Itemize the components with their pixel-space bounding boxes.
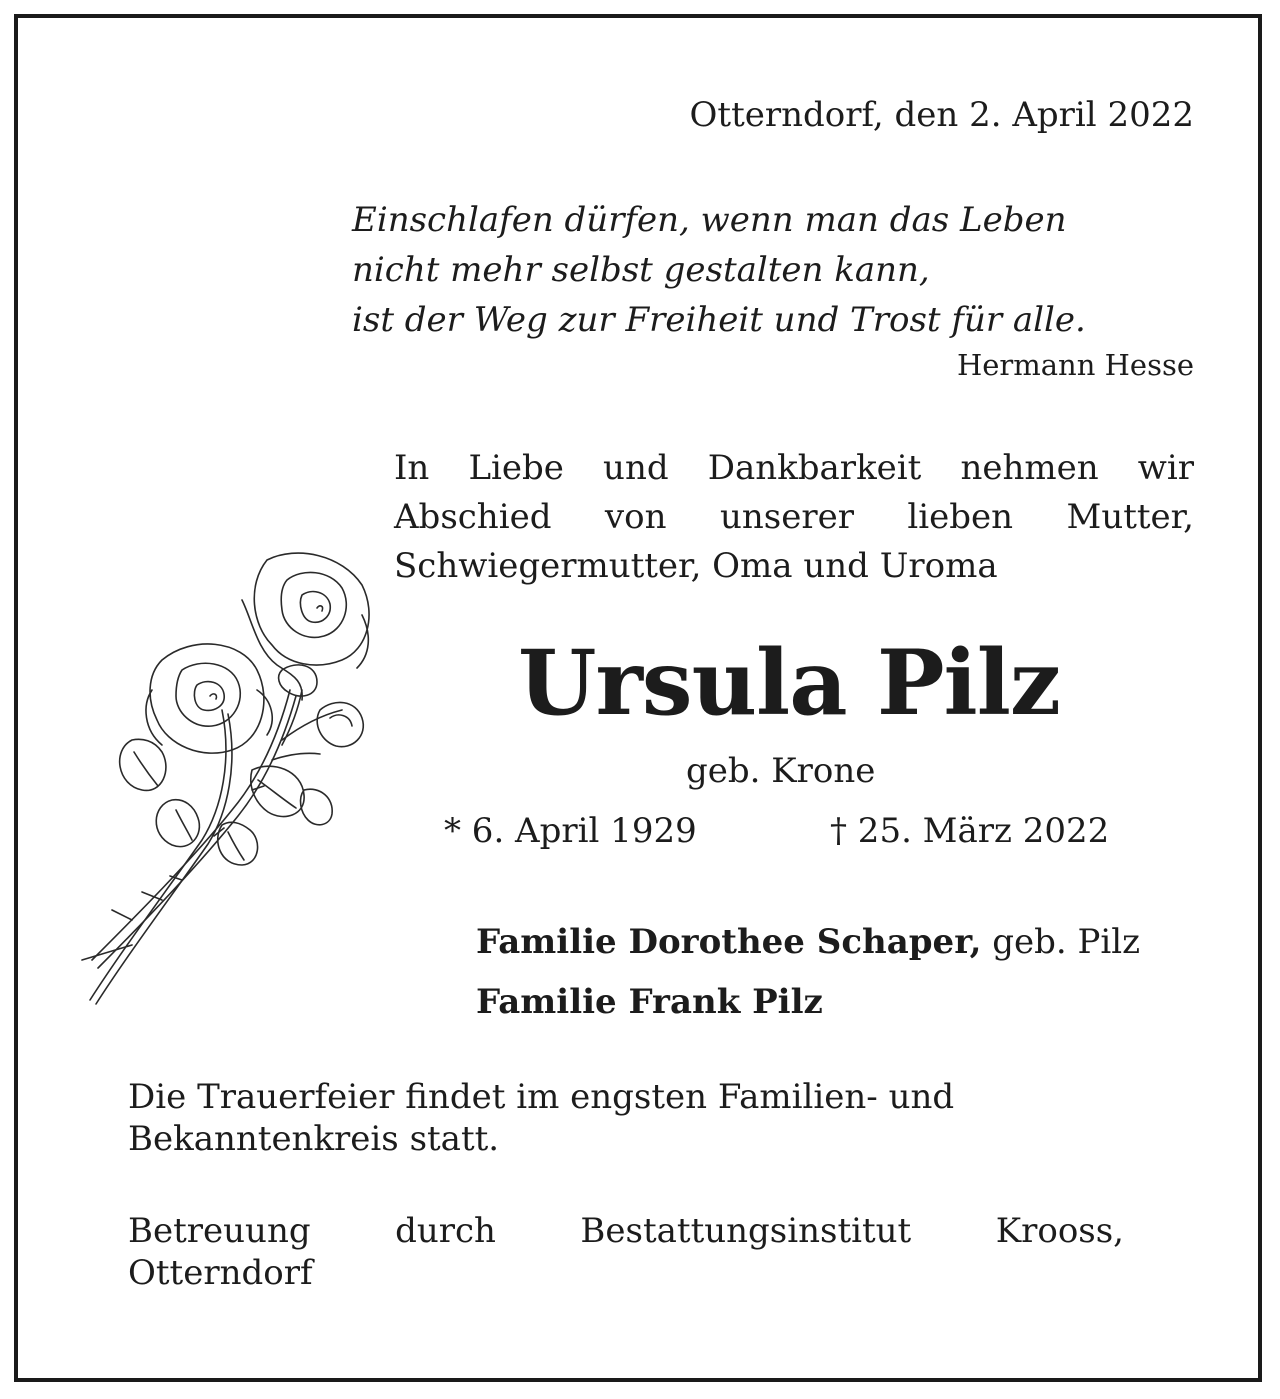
funeral-home-notice [128, 1210, 1124, 1294]
maiden-name: geb. Krone [686, 751, 876, 791]
family-name-bold: Familie Dorothee Schaper, [476, 922, 982, 962]
funeral-home-line: Otterndorf [128, 1253, 313, 1293]
quote-line: Einschlafen dürfen, wenn man das Leben [352, 200, 1067, 240]
family-line [476, 972, 1196, 1032]
birth-date: * 6. April 1929 [444, 811, 697, 851]
intro-line: Schwiegermutter, Oma und Uroma [394, 546, 998, 586]
funeral-home-line: Betreuung durch Bestattungsinstitut Krooss, [128, 1211, 1124, 1251]
quote-author: Hermann Hesse [956, 348, 1194, 382]
quote [352, 195, 1194, 345]
intro-line: In Liebe und Dankbarkeit nehmen wir [394, 448, 1194, 488]
deceased-name: Ursula Pilz [518, 630, 1061, 736]
death-date: † 25. März 2022 [830, 811, 1110, 851]
date-line: Otterndorf, den 2. April 2022 [689, 95, 1194, 135]
quote-line: nicht mehr selbst gestalten kann, [352, 250, 930, 290]
ceremony-line: Bekanntenkreis statt. [128, 1119, 500, 1159]
quote-line: ist der Weg zur Freiheit und Trost für alle. [352, 300, 1086, 340]
family-line [476, 912, 1196, 972]
intro-line: Abschied von unserer lieben Mutter, [394, 497, 1194, 537]
family-name-suffix: geb. Pilz [981, 922, 1141, 962]
ceremony-notice [128, 1076, 1124, 1160]
rose-drawing [72, 540, 382, 1020]
intro-text [394, 444, 1194, 591]
ceremony-line: Die Trauerfeier findet im engsten Familien- und [128, 1077, 955, 1117]
family-name-bold: Familie Frank Pilz [476, 982, 823, 1022]
family-signatures [476, 912, 1196, 1032]
